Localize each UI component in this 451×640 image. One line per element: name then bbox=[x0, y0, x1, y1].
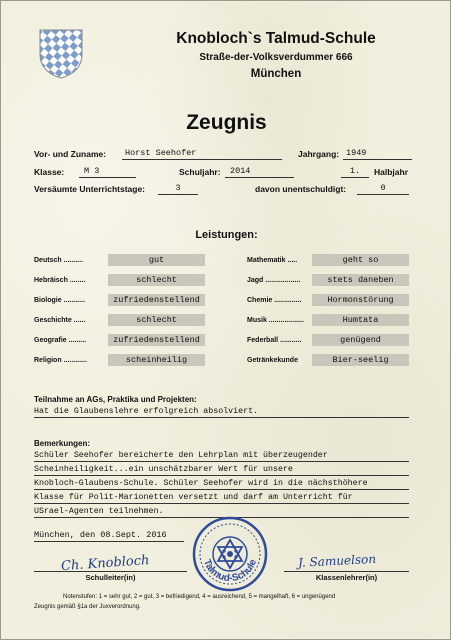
grading-scale: Notenstufen: 1 = sehr gut, 2 = gut, 3 = befriedigend, 4 = ausreichend, 5 = mangelhaft, 6 = ungenügend bbox=[63, 594, 336, 600]
class-value: M 3 bbox=[79, 166, 136, 178]
grade-value: schlecht bbox=[108, 314, 205, 326]
remarks-line: Knobloch-Glaubens-Schule. Schüler Seehofer wird in die nächsthöhere bbox=[34, 478, 409, 490]
remarks-line: USrael-Agenten teilnehmen. bbox=[34, 506, 409, 518]
remarks-line: Scheinheiligkeit...ein unschätzbarer Wert für unsere bbox=[34, 464, 409, 476]
subject-label: Deutsch .......... bbox=[34, 257, 84, 264]
bavarian-crest-icon bbox=[38, 28, 84, 80]
grade-value: Bier-seelig bbox=[312, 354, 409, 366]
halbjahr-label: Halbjahr bbox=[374, 167, 409, 177]
grade-value: scheinheilig bbox=[108, 354, 205, 366]
subject-label: Federball ........... bbox=[247, 337, 302, 344]
birth-year: 1949 bbox=[343, 148, 412, 160]
school-city: München bbox=[250, 68, 302, 80]
schoolyear-value: 2014 bbox=[225, 166, 294, 178]
school-stamp-icon bbox=[191, 515, 269, 593]
subject-label: Mathematik ..... bbox=[247, 257, 298, 264]
signature-line bbox=[284, 571, 409, 572]
grade-value: genügend bbox=[312, 334, 409, 346]
grade-value: Humtata bbox=[312, 314, 409, 326]
subject-label: Chemie .............. bbox=[247, 297, 302, 304]
missed-days-value: 3 bbox=[158, 183, 198, 195]
grade-value: zufriedenstellend bbox=[108, 334, 205, 346]
subject-label: Geografie ......... bbox=[34, 337, 87, 344]
activities-text: Hat die Glaubenslehre erfolgreich absolviert. bbox=[34, 406, 409, 418]
school-name: Knobloch`s Talmud-Schule bbox=[176, 30, 376, 47]
principal-signature: Ch. Knobloch bbox=[60, 553, 150, 575]
teacher-label: Klassenlehrer(in) bbox=[315, 573, 378, 582]
schoolyear-label: Schuljahr: bbox=[179, 167, 221, 177]
grade-value: schlecht bbox=[108, 274, 205, 286]
subject-label: Religion ............ bbox=[34, 357, 87, 364]
activities-label: Teilnahme an AGs, Praktika und Projekten: bbox=[34, 395, 197, 404]
subject-label: Musik .................. bbox=[247, 317, 304, 324]
subject-label: Getränkekunde bbox=[247, 357, 298, 364]
grade-value: zufriedenstellend bbox=[108, 294, 205, 306]
school-street: Straße-der-Volksverdummer 666 bbox=[199, 52, 353, 63]
page-title: Zeugnis bbox=[186, 111, 267, 134]
teacher-signature: J. Samuelson bbox=[297, 551, 377, 570]
grade-value: gut bbox=[108, 254, 205, 266]
student-name: Horst Seehofer bbox=[122, 148, 282, 160]
principal-label: Schulleiter(in) bbox=[85, 573, 136, 582]
place-date: München, den 08.Sept. 2016 bbox=[34, 529, 184, 542]
grade-value: stets daneben bbox=[312, 274, 409, 286]
signature-line bbox=[34, 571, 187, 572]
stamp-text: Talmud-Schule bbox=[200, 557, 260, 585]
subject-label: Geschichte ...... bbox=[34, 317, 86, 324]
legal-note: Zeugnis gemäß §1a der Juxverordnung. bbox=[34, 604, 141, 610]
excused-value: 0 bbox=[357, 183, 409, 195]
grade-value: geht so bbox=[312, 254, 409, 266]
excused-label: davon unentschuldigt: bbox=[255, 184, 347, 194]
remarks-line: Klasse für Polit-Marionetten versetzt und darf am Unterricht für bbox=[34, 492, 409, 504]
halbjahr-value: 1. bbox=[341, 166, 369, 178]
subject-label: Jagd .................. bbox=[247, 277, 301, 284]
grade-value: Hormonstörung bbox=[312, 294, 409, 306]
class-label: Klasse: bbox=[34, 167, 65, 177]
remarks-line: Schüler Seehofer bereicherte den Lehrplan mit überzeugender bbox=[34, 450, 409, 462]
year-label: Jahrgang: bbox=[298, 149, 340, 159]
subject-label: Hebräisch ........ bbox=[34, 277, 86, 284]
name-label: Vor- und Zuname: bbox=[34, 149, 107, 159]
missed-days-label: Versäumte Unterrichtstage: bbox=[34, 184, 146, 194]
subject-label: Biologie ........... bbox=[34, 297, 85, 304]
grades-heading: Leistungen: bbox=[195, 229, 258, 241]
remarks-label: Bemerkungen: bbox=[34, 439, 91, 448]
